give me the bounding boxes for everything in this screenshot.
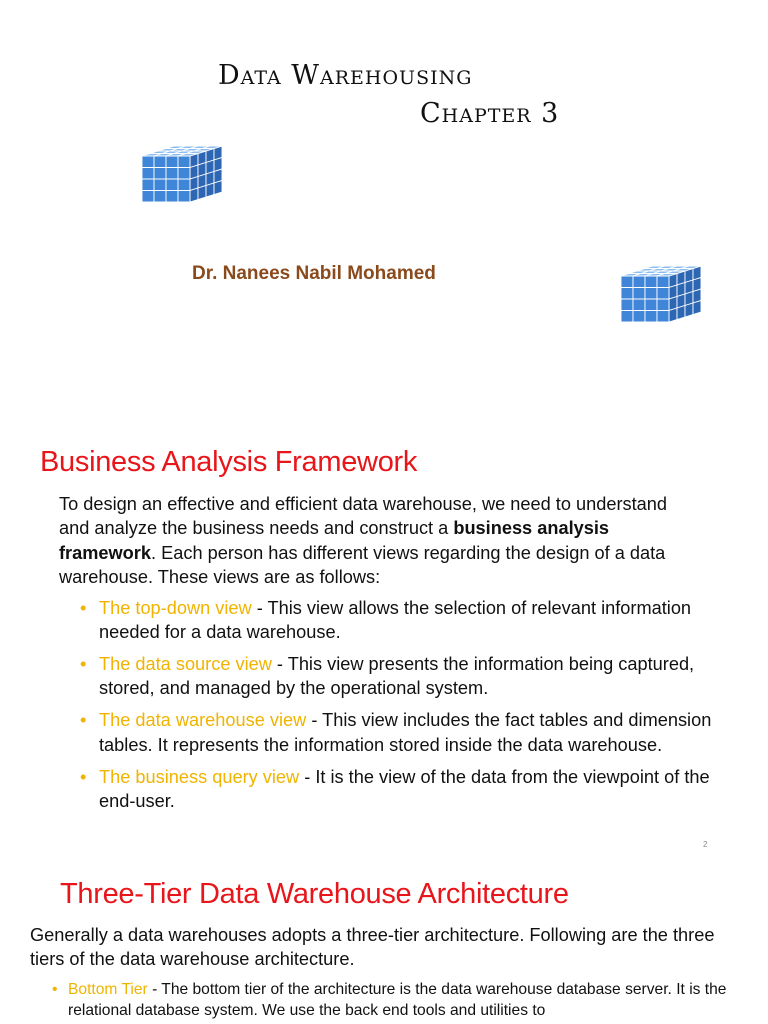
cube-cell [190, 188, 198, 202]
cube-cell [214, 181, 222, 195]
cube-cell [206, 183, 214, 197]
view-description: - This view presents the information being captured, stored, and managed by the operational system. [99, 654, 695, 699]
cube-cell [645, 311, 657, 323]
cube-cell [166, 156, 178, 168]
cube-cell [166, 179, 178, 191]
cube-cell [633, 311, 645, 323]
data-cube-icon [134, 142, 222, 210]
cube-cell [621, 311, 633, 323]
view-description: - This view allows the selection of relevant information needed for a data warehouse. [99, 598, 692, 643]
cube-cell [657, 299, 669, 311]
list-item [80, 765, 720, 813]
cube-cell [693, 301, 701, 315]
cube-cell [633, 288, 645, 300]
cube-cell [142, 156, 154, 168]
cube-cell [657, 311, 669, 323]
cube-cell [178, 156, 190, 168]
view-description: - It is the view of the data from the viewpoint of the end-user. [99, 766, 710, 811]
cube-cell [142, 191, 154, 203]
cube-cell [645, 276, 657, 288]
list-item [80, 596, 720, 644]
cube-cell [633, 299, 645, 311]
business-analysis-slide [0, 428, 768, 856]
cube-cell [633, 276, 645, 288]
cube-cell [166, 168, 178, 180]
view-term: The business query view [99, 766, 300, 787]
deck-title: Data Warehousing [218, 60, 473, 91]
chapter-title: Chapter 3 [420, 98, 560, 129]
cube-cell [645, 299, 657, 311]
view-description: - This view includes the fact tables and dimension tables. It represents the information stored inside the data warehouse. [99, 710, 712, 755]
slide-title: Three-Tier Data Warehouse Architecture [60, 878, 569, 910]
page-number: 2 [703, 840, 708, 849]
view-term: The top-down view [99, 598, 252, 618]
cube-cell [142, 168, 154, 180]
intro-paragraph [59, 492, 699, 589]
intro-paragraph: Generally a data warehouses adopts a three-tier architecture. Following are the three tiers of the data warehouse architecture. [30, 925, 715, 969]
cube-cell [178, 179, 190, 191]
tiers-list [52, 980, 742, 1021]
cube-cell [154, 168, 166, 180]
intro-bold-term: business analysis framework [59, 518, 610, 563]
views-list [80, 596, 720, 821]
cube-cell [685, 303, 693, 317]
intro-text: To design an effective and efficient data warehouse, we need to understand and analyze the business needs and construct a [59, 494, 668, 539]
cube-cell [154, 179, 166, 191]
list-item [80, 652, 720, 700]
list-item [52, 980, 742, 1021]
title-slide [0, 0, 768, 428]
view-term: The data source view [99, 654, 272, 675]
slide-title: Business Analysis Framework [40, 446, 418, 478]
cube-cell [166, 191, 178, 203]
cube-cell [657, 288, 669, 300]
cube-cell [645, 288, 657, 300]
author-name: Dr. Nanees Nabil Mohamed [192, 263, 436, 284]
view-term: The data warehouse view [99, 710, 307, 731]
cube-cell [621, 276, 633, 288]
intro-text-end: . Each person has different views regarding the design of a data warehouse. These views are as follows: [59, 542, 666, 587]
tier-term: Bottom Tier [68, 981, 148, 998]
cube-cell [621, 288, 633, 300]
cube-cell [142, 179, 154, 191]
cube-cell [657, 276, 669, 288]
cube-cell [178, 191, 190, 203]
cube-cell [198, 186, 206, 200]
cube-cell [669, 308, 677, 322]
cube-cell [154, 156, 166, 168]
three-tier-slide [0, 856, 768, 1024]
list-item [80, 708, 720, 756]
cube-cell [178, 168, 190, 180]
tier-description: - The bottom tier of the architecture is the data warehouse database server. It is the relational database system. We use the back end tools and utilities to [68, 981, 727, 1019]
cube-cell [677, 306, 685, 320]
data-cube-icon [613, 262, 701, 330]
cube-cell [621, 299, 633, 311]
cube-cell [154, 191, 166, 203]
